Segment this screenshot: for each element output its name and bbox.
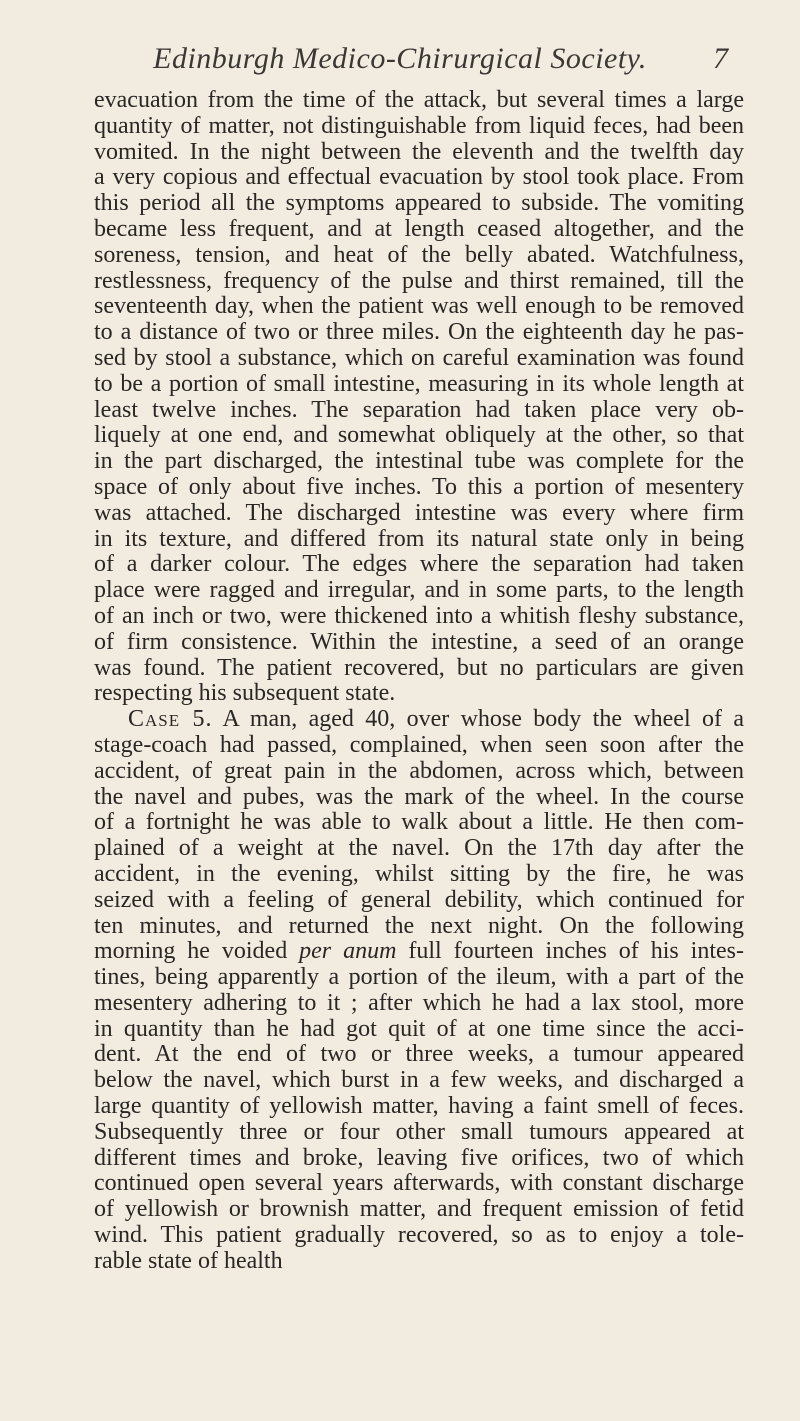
paragraph-case-5	[94, 707, 744, 1275]
italic-phrase: per anum	[299, 938, 397, 965]
text-line: large quantity of yellowish matter, having a faint smell of feces.	[94, 1093, 744, 1120]
text-line: to be a portion of small intestine, measuring in its whole length at	[94, 370, 744, 397]
text-line: tines, being apparently a portion of the ileum, with a part of the	[94, 964, 744, 991]
text-line: place were ragged and irregular, and in some parts, to the length	[94, 577, 744, 604]
text-line: this period all the symptoms appeared to subside. The vomiting	[94, 190, 744, 217]
text-line: stage-coach had passed, complained, when seen soon after the	[94, 731, 744, 758]
text-line: different times and broke, leaving five orifices, two of which	[94, 1144, 744, 1171]
case-label: Case 5.	[128, 706, 213, 733]
text-line: evacuation from the time of the attack, but several times a large	[94, 87, 744, 113]
running-title: Edinburgh Medico-Chirurgical Society.	[153, 42, 647, 75]
text-line: accident, of great pain in the abdomen, across which, between	[94, 757, 744, 784]
text-line: wind. This patient gradually recovered, so as to enjoy a tole-	[94, 1222, 744, 1249]
text-line	[94, 707, 744, 733]
text-line: dent. At the end of two or three weeks, a tumour appeared	[94, 1041, 744, 1068]
text-line: Subsequently three or four other small tumours appeared at	[94, 1118, 744, 1145]
text-line: was attached. The discharged intestine was every where firm	[94, 499, 744, 526]
text-fragment: full fourteen inches of his intes-	[396, 938, 745, 965]
text-line: was found. The patient recovered, but no particulars are given	[94, 654, 744, 681]
text-line: of yellowish or brownish matter, and frequent emission of fetid	[94, 1196, 744, 1223]
text-line: space of only about five inches. To this a portion of mesentery	[94, 473, 744, 500]
text-line: least twelve inches. The separation had taken place very ob-	[94, 396, 744, 423]
text-fragment: A man, aged 40, over whose body the wheel of a	[212, 706, 744, 733]
text-line: seized with a feeling of general debility, which continued for	[94, 886, 744, 913]
text-line: sed by stool a substance, which on careful examination was found	[94, 344, 744, 371]
text-line: became less frequent, and at length ceased altogether, and the	[94, 215, 744, 242]
text-line: seventeenth day, when the patient was well enough to be removed	[94, 293, 744, 320]
text-line: below the navel, which burst in a few weeks, and discharged a	[94, 1067, 744, 1094]
page-number: 7	[713, 42, 728, 75]
text-line: liquely at one end, and somewhat obliquely at the other, so that	[94, 422, 744, 449]
text-line	[94, 939, 744, 965]
text-line: in quantity than he had got quit of at one time since the acci-	[94, 1015, 744, 1042]
text-line: rable state of health	[94, 1247, 283, 1274]
text-line: ten minutes, and returned the next night. On the following	[94, 912, 744, 939]
text-line: of a darker colour. The edges where the separation had taken	[94, 551, 744, 578]
text-line: to a distance of two or three miles. On the eighteenth day he pas-	[94, 319, 744, 346]
text-line: the navel and pubes, was the mark of the wheel. In the course	[94, 783, 744, 810]
text-line: restlessness, frequency of the pulse and thirst remained, till the	[94, 267, 744, 294]
text-line: a very copious and effectual evacuation by stool took place. From	[94, 164, 744, 191]
page-header	[0, 42, 800, 82]
text-line: soreness, tension, and heat of the belly abated. Watchfulness,	[94, 241, 744, 268]
text-line: vomited. In the night between the eleventh and the twelfth day	[94, 138, 744, 165]
text-line: of an inch or two, were thickened into a whitish fleshy substance,	[94, 602, 744, 629]
body-text	[94, 88, 744, 1275]
text-line: of firm consistence. Within the intestine, a seed of an orange	[94, 628, 744, 655]
text-line: quantity of matter, not distinguishable from liquid feces, had been	[94, 112, 744, 139]
text-fragment: morning he voided	[94, 938, 300, 965]
text-line: plained of a weight at the navel. On the 17th day after the	[94, 835, 744, 862]
text-line: mesentery adhering to it ; after which he had a lax stool, more	[94, 989, 744, 1016]
text-line: in its texture, and differed from its natural state only in being	[94, 525, 744, 552]
text-line: continued open several years afterwards, with constant discharge	[94, 1170, 744, 1197]
text-line: respecting his subsequent state.	[94, 680, 396, 707]
paragraph-case-4-continued	[94, 88, 744, 707]
text-line: in the part discharged, the intestinal tube was complete for the	[94, 448, 744, 475]
text-line: of a fortnight he was able to walk about a little. He then com-	[94, 809, 744, 836]
text-line: accident, in the evening, whilst sitting by the fire, he was	[94, 860, 744, 887]
